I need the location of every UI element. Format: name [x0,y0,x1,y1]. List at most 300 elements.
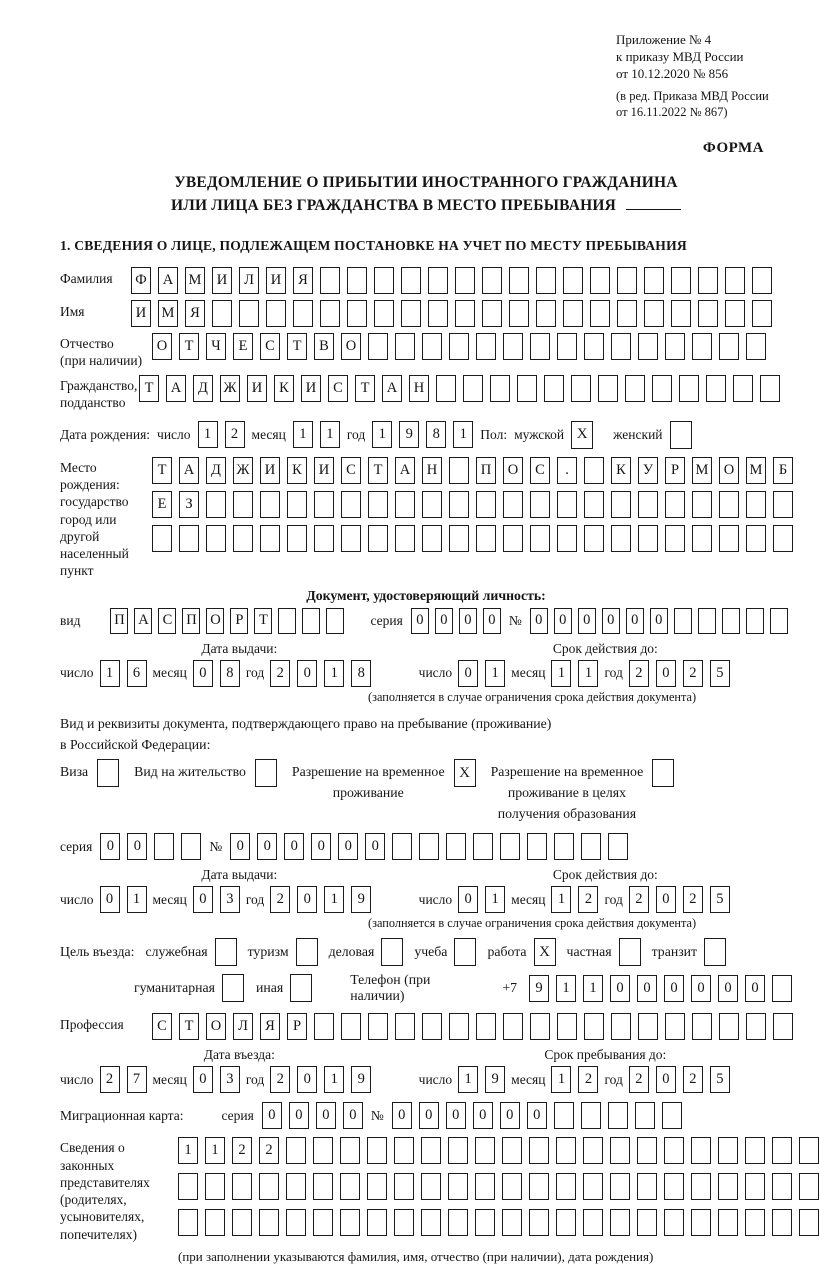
char-cell[interactable] [152,525,172,552]
char-cell[interactable] [746,608,764,634]
char-cell[interactable]: 1 [372,421,392,448]
char-cell[interactable] [529,1173,549,1200]
char-cell[interactable] [530,525,550,552]
char-cell[interactable]: 1 [453,421,473,448]
char-cell[interactable] [662,1102,682,1129]
char-cell[interactable] [718,1137,738,1164]
char-cell[interactable] [644,300,664,327]
char-cell[interactable] [278,608,296,634]
char-cell[interactable]: О [206,608,224,634]
char-cell[interactable]: 1 [551,1066,571,1093]
char-cell[interactable]: 1 [320,421,340,448]
char-cell[interactable] [206,525,226,552]
char-cell[interactable] [313,1209,333,1236]
char-cell[interactable] [722,608,740,634]
char-cell[interactable] [368,333,388,360]
char-cell[interactable]: И [131,300,151,327]
char-cell[interactable]: 0 [343,1102,363,1129]
char-cell[interactable]: 5 [710,660,730,687]
char-cell[interactable] [286,1137,306,1164]
sex-male-checkbox[interactable]: X [571,421,593,449]
char-cell[interactable] [719,525,739,552]
char-cell[interactable] [554,833,574,860]
char-cell[interactable]: 0 [316,1102,336,1129]
char-cell[interactable] [367,1209,387,1236]
char-cell[interactable] [664,1209,684,1236]
char-cell[interactable]: Р [287,1013,307,1040]
char-cell[interactable] [617,267,637,294]
char-cell[interactable]: 2 [270,886,290,913]
char-cell[interactable]: 0 [257,833,277,860]
char-cell[interactable] [530,1013,550,1040]
char-cell[interactable] [341,491,361,518]
char-cell[interactable]: 2 [629,886,649,913]
char-cell[interactable] [205,1209,225,1236]
char-cell[interactable] [314,525,334,552]
char-cell[interactable] [725,300,745,327]
char-cell[interactable]: С [158,608,176,634]
char-cell[interactable]: 8 [426,421,446,448]
char-cell[interactable]: У [638,457,658,484]
purpose-tourism-checkbox[interactable] [296,938,318,966]
char-cell[interactable] [598,375,618,402]
char-cell[interactable] [395,491,415,518]
char-cell[interactable]: П [476,457,496,484]
char-cell[interactable]: 0 [500,1102,520,1129]
char-cell[interactable]: Т [355,375,375,402]
char-cell[interactable]: 0 [284,833,304,860]
char-cell[interactable]: 1 [324,660,344,687]
char-cell[interactable] [557,333,577,360]
char-cell[interactable]: О [503,457,523,484]
char-cell[interactable]: 0 [664,975,684,1002]
char-cell[interactable] [476,1013,496,1040]
char-cell[interactable]: 0 [289,1102,309,1129]
char-cell[interactable]: 0 [610,975,630,1002]
purpose-study-checkbox[interactable] [454,938,476,966]
char-cell[interactable]: 0 [656,1066,676,1093]
char-cell[interactable] [340,1173,360,1200]
char-cell[interactable] [692,1013,712,1040]
char-cell[interactable]: П [182,608,200,634]
char-cell[interactable] [637,1209,657,1236]
char-cell[interactable]: О [719,457,739,484]
char-cell[interactable]: Ч [206,333,226,360]
char-cell[interactable] [745,1173,765,1200]
char-cell[interactable]: 2 [225,421,245,448]
char-cell[interactable]: 0 [626,608,644,634]
char-cell[interactable]: 1 [458,1066,478,1093]
char-cell[interactable]: М [158,300,178,327]
char-cell[interactable] [259,1173,279,1200]
char-cell[interactable] [206,491,226,518]
char-cell[interactable]: 0 [554,608,572,634]
char-cell[interactable] [679,375,699,402]
char-cell[interactable] [341,1013,361,1040]
char-cell[interactable] [502,1137,522,1164]
char-cell[interactable]: . [557,457,577,484]
char-cell[interactable] [509,300,529,327]
char-cell[interactable]: 0 [602,608,620,634]
char-cell[interactable]: 1 [583,975,603,1002]
char-cell[interactable] [691,1173,711,1200]
char-cell[interactable]: 0 [745,975,765,1002]
char-cell[interactable] [529,1137,549,1164]
temp-residence-checkbox[interactable]: X [454,759,476,787]
char-cell[interactable]: 0 [691,975,711,1002]
char-cell[interactable] [212,300,232,327]
char-cell[interactable] [154,833,174,860]
char-cell[interactable] [772,1173,792,1200]
char-cell[interactable] [260,525,280,552]
char-cell[interactable] [692,491,712,518]
char-cell[interactable] [436,375,456,402]
char-cell[interactable]: 0 [459,608,477,634]
char-cell[interactable]: Л [239,267,259,294]
char-cell[interactable] [556,1137,576,1164]
char-cell[interactable] [503,491,523,518]
char-cell[interactable] [233,525,253,552]
purpose-other-checkbox[interactable] [290,974,312,1002]
char-cell[interactable] [799,1173,819,1200]
char-cell[interactable]: 0 [650,608,668,634]
char-cell[interactable] [611,491,631,518]
char-cell[interactable] [611,525,631,552]
char-cell[interactable]: 1 [293,421,313,448]
char-cell[interactable]: Ж [220,375,240,402]
char-cell[interactable]: Б [773,457,793,484]
char-cell[interactable]: 0 [578,608,596,634]
char-cell[interactable]: 2 [270,1066,290,1093]
char-cell[interactable]: О [152,333,172,360]
char-cell[interactable] [374,267,394,294]
char-cell[interactable]: 0 [483,608,501,634]
char-cell[interactable]: 0 [127,833,147,860]
char-cell[interactable] [698,608,716,634]
char-cell[interactable]: 0 [365,833,385,860]
char-cell[interactable] [719,333,739,360]
char-cell[interactable] [374,300,394,327]
char-cell[interactable] [752,300,772,327]
char-cell[interactable]: 0 [419,1102,439,1129]
char-cell[interactable]: А [382,375,402,402]
char-cell[interactable]: И [266,267,286,294]
char-cell[interactable] [490,375,510,402]
char-cell[interactable] [286,1209,306,1236]
char-cell[interactable] [428,267,448,294]
char-cell[interactable] [718,1173,738,1200]
char-cell[interactable] [584,457,604,484]
char-cell[interactable] [665,491,685,518]
char-cell[interactable]: М [746,457,766,484]
char-cell[interactable] [476,491,496,518]
char-cell[interactable] [500,833,520,860]
char-cell[interactable] [314,491,334,518]
char-cell[interactable] [449,457,469,484]
char-cell[interactable]: Т [179,1013,199,1040]
char-cell[interactable]: 0 [458,660,478,687]
char-cell[interactable]: 1 [485,886,505,913]
char-cell[interactable]: С [328,375,348,402]
char-cell[interactable]: 0 [718,975,738,1002]
char-cell[interactable]: О [206,1013,226,1040]
char-cell[interactable] [455,300,475,327]
char-cell[interactable]: 2 [232,1137,252,1164]
char-cell[interactable]: Ж [233,457,253,484]
char-cell[interactable] [394,1137,414,1164]
char-cell[interactable] [638,525,658,552]
char-cell[interactable] [644,267,664,294]
char-cell[interactable] [476,333,496,360]
char-cell[interactable]: 1 [551,886,571,913]
char-cell[interactable] [395,525,415,552]
char-cell[interactable]: С [530,457,550,484]
char-cell[interactable]: Л [233,1013,253,1040]
char-cell[interactable] [509,267,529,294]
char-cell[interactable] [691,1137,711,1164]
char-cell[interactable]: Е [152,491,172,518]
char-cell[interactable]: 0 [656,886,676,913]
temp-residence-edu-checkbox[interactable] [652,759,674,787]
char-cell[interactable]: Н [409,375,429,402]
char-cell[interactable] [530,491,550,518]
char-cell[interactable] [664,1137,684,1164]
char-cell[interactable] [760,375,780,402]
char-cell[interactable] [475,1209,495,1236]
char-cell[interactable]: 0 [637,975,657,1002]
char-cell[interactable] [527,833,547,860]
char-cell[interactable] [475,1137,495,1164]
char-cell[interactable]: 2 [270,660,290,687]
purpose-business-checkbox[interactable] [381,938,403,966]
char-cell[interactable]: Ф [131,267,151,294]
char-cell[interactable] [706,375,726,402]
char-cell[interactable] [341,525,361,552]
char-cell[interactable] [302,608,320,634]
char-cell[interactable] [652,375,672,402]
char-cell[interactable] [313,1137,333,1164]
char-cell[interactable] [313,1173,333,1200]
char-cell[interactable]: А [158,267,178,294]
char-cell[interactable]: 2 [578,1066,598,1093]
char-cell[interactable]: 6 [127,660,147,687]
char-cell[interactable] [482,300,502,327]
char-cell[interactable] [674,608,692,634]
char-cell[interactable] [638,491,658,518]
char-cell[interactable] [367,1173,387,1200]
char-cell[interactable] [503,333,523,360]
visa-checkbox[interactable] [97,759,119,787]
char-cell[interactable] [692,333,712,360]
char-cell[interactable] [340,1137,360,1164]
char-cell[interactable]: 0 [193,660,213,687]
char-cell[interactable] [293,300,313,327]
char-cell[interactable] [232,1209,252,1236]
char-cell[interactable] [799,1137,819,1164]
char-cell[interactable]: И [212,267,232,294]
char-cell[interactable]: 9 [399,421,419,448]
char-cell[interactable]: 0 [458,886,478,913]
char-cell[interactable]: Т [287,333,307,360]
char-cell[interactable]: П [110,608,128,634]
char-cell[interactable] [178,1209,198,1236]
char-cell[interactable] [421,1209,441,1236]
char-cell[interactable]: 1 [578,660,598,687]
char-cell[interactable] [422,491,442,518]
char-cell[interactable]: И [301,375,321,402]
char-cell[interactable]: В [314,333,334,360]
char-cell[interactable]: 2 [259,1137,279,1164]
char-cell[interactable] [463,375,483,402]
char-cell[interactable]: 1 [324,1066,344,1093]
char-cell[interactable]: 0 [193,886,213,913]
char-cell[interactable]: 0 [392,1102,412,1129]
char-cell[interactable]: А [134,608,152,634]
char-cell[interactable]: 0 [100,886,120,913]
char-cell[interactable] [610,1209,630,1236]
char-cell[interactable]: Я [185,300,205,327]
char-cell[interactable] [584,525,604,552]
sex-female-checkbox[interactable] [670,421,692,449]
char-cell[interactable] [476,525,496,552]
char-cell[interactable] [517,375,537,402]
char-cell[interactable]: 1 [178,1137,198,1164]
char-cell[interactable]: 8 [351,660,371,687]
char-cell[interactable] [557,491,577,518]
char-cell[interactable] [205,1173,225,1200]
char-cell[interactable] [482,267,502,294]
char-cell[interactable] [745,1209,765,1236]
char-cell[interactable]: Т [139,375,159,402]
char-cell[interactable] [340,1209,360,1236]
char-cell[interactable]: 0 [338,833,358,860]
char-cell[interactable] [799,1209,819,1236]
char-cell[interactable] [421,1173,441,1200]
char-cell[interactable]: 0 [297,886,317,913]
char-cell[interactable] [536,300,556,327]
char-cell[interactable] [287,525,307,552]
char-cell[interactable] [725,267,745,294]
char-cell[interactable]: 1 [100,660,120,687]
char-cell[interactable] [637,1137,657,1164]
char-cell[interactable] [608,1102,628,1129]
char-cell[interactable]: К [274,375,294,402]
char-cell[interactable]: Т [152,457,172,484]
char-cell[interactable] [617,300,637,327]
char-cell[interactable] [233,491,253,518]
char-cell[interactable] [773,1013,793,1040]
char-cell[interactable] [287,491,307,518]
char-cell[interactable]: 2 [629,660,649,687]
char-cell[interactable] [446,833,466,860]
char-cell[interactable] [584,1013,604,1040]
char-cell[interactable] [179,525,199,552]
char-cell[interactable] [455,267,475,294]
char-cell[interactable] [422,1013,442,1040]
char-cell[interactable] [752,267,772,294]
char-cell[interactable] [394,1173,414,1200]
char-cell[interactable]: 0 [656,660,676,687]
char-cell[interactable] [286,1173,306,1200]
char-cell[interactable]: Д [206,457,226,484]
char-cell[interactable] [326,608,344,634]
char-cell[interactable]: З [179,491,199,518]
char-cell[interactable] [718,1209,738,1236]
char-cell[interactable]: 0 [311,833,331,860]
char-cell[interactable]: 0 [193,1066,213,1093]
char-cell[interactable]: М [185,267,205,294]
char-cell[interactable]: Я [260,1013,280,1040]
char-cell[interactable] [665,1013,685,1040]
char-cell[interactable] [719,491,739,518]
char-cell[interactable] [448,1137,468,1164]
char-cell[interactable] [401,267,421,294]
char-cell[interactable] [266,300,286,327]
char-cell[interactable] [503,1013,523,1040]
char-cell[interactable] [260,491,280,518]
char-cell[interactable]: 2 [629,1066,649,1093]
char-cell[interactable]: Т [179,333,199,360]
char-cell[interactable]: 1 [205,1137,225,1164]
char-cell[interactable] [611,1013,631,1040]
char-cell[interactable] [428,300,448,327]
char-cell[interactable] [692,525,712,552]
char-cell[interactable] [395,333,415,360]
char-cell[interactable]: 3 [220,886,240,913]
char-cell[interactable] [401,300,421,327]
char-cell[interactable]: И [314,457,334,484]
char-cell[interactable] [449,525,469,552]
char-cell[interactable] [530,333,550,360]
char-cell[interactable] [320,267,340,294]
char-cell[interactable] [419,833,439,860]
char-cell[interactable] [563,300,583,327]
char-cell[interactable]: 2 [100,1066,120,1093]
char-cell[interactable]: 9 [351,1066,371,1093]
char-cell[interactable] [584,333,604,360]
char-cell[interactable]: 0 [262,1102,282,1129]
char-cell[interactable]: Д [193,375,213,402]
char-cell[interactable] [544,375,564,402]
char-cell[interactable] [449,491,469,518]
char-cell[interactable] [422,333,442,360]
char-cell[interactable] [554,1102,574,1129]
char-cell[interactable] [583,1173,603,1200]
char-cell[interactable] [502,1173,522,1200]
char-cell[interactable] [502,1209,522,1236]
char-cell[interactable] [608,833,628,860]
char-cell[interactable] [583,1137,603,1164]
char-cell[interactable] [772,1137,792,1164]
char-cell[interactable] [698,267,718,294]
char-cell[interactable] [503,525,523,552]
char-cell[interactable]: Е [233,333,253,360]
char-cell[interactable] [773,491,793,518]
residence-permit-checkbox[interactable] [255,759,277,787]
char-cell[interactable]: 1 [556,975,576,1002]
char-cell[interactable]: Р [665,457,685,484]
char-cell[interactable] [746,1013,766,1040]
char-cell[interactable]: 0 [297,1066,317,1093]
char-cell[interactable] [556,1173,576,1200]
purpose-work-checkbox[interactable]: X [534,938,556,966]
char-cell[interactable] [449,333,469,360]
char-cell[interactable] [422,525,442,552]
char-cell[interactable]: К [287,457,307,484]
char-cell[interactable] [611,333,631,360]
char-cell[interactable]: А [395,457,415,484]
char-cell[interactable] [448,1209,468,1236]
